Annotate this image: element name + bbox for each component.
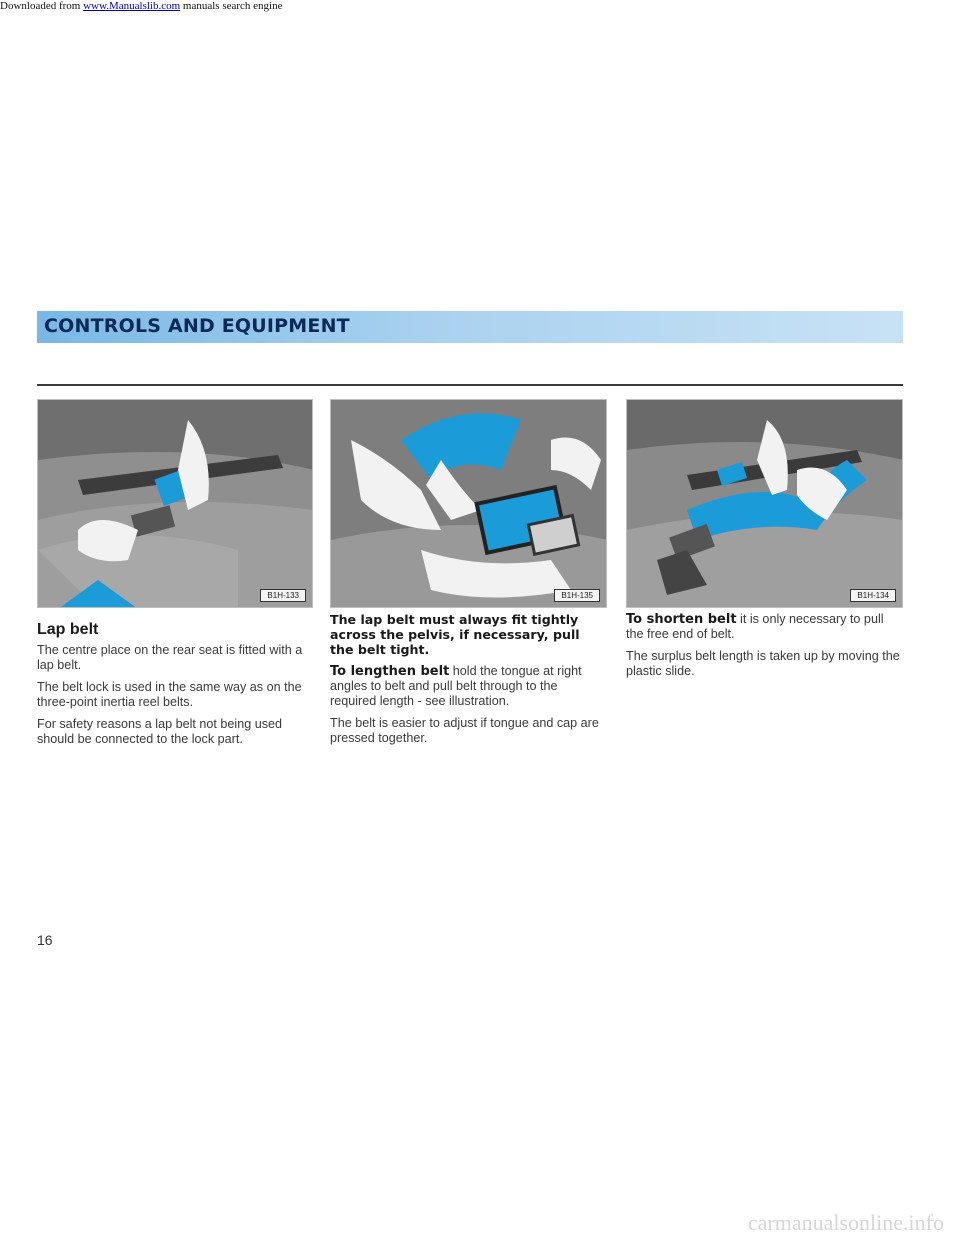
section-title: CONTROLS AND EQUIPMENT	[44, 315, 350, 337]
lap-belt-paragraph: The centre place on the rear seat is fitted with a lap belt.	[37, 643, 303, 672]
divider-rule	[37, 384, 903, 386]
lap-belt-heading: Lap belt	[37, 621, 99, 638]
lengthen-instructions	[330, 664, 605, 709]
figure-code: B1H-133	[260, 589, 306, 602]
figure-code: B1H-135	[554, 589, 600, 602]
figure-code: B1H-134	[850, 589, 896, 602]
page-number: 16	[37, 932, 53, 948]
shorten-text: it is only necessary to pull the free end of belt.	[626, 612, 884, 641]
lap-belt-column	[37, 618, 312, 754]
lengthen-belt-column	[330, 612, 605, 753]
shorten-lead: To shorten belt	[626, 612, 737, 627]
download-header	[0, 0, 282, 12]
lap-belt-lengthen-illustration	[330, 399, 607, 608]
manualslib-link[interactable]: www.Manualslib.com	[83, 0, 181, 12]
surplus-note: The surplus belt length is taken up by moving the plastic slide.	[626, 649, 900, 678]
lap-belt-paragraph: The belt lock is used in the same way as on the three-point inertia reel belts.	[37, 680, 302, 709]
footer-watermark: carmanualsonline.info	[747, 1210, 944, 1235]
lap-belt-fasten-illustration	[37, 399, 313, 608]
section-banner	[37, 311, 903, 343]
header-suffix: manuals search engine	[180, 0, 283, 12]
lengthen-text: hold the tongue at right angles to belt and pull belt through to the required length - see illustration.	[330, 664, 582, 708]
lengthen-lead: To lengthen belt	[330, 664, 450, 679]
header-prefix: Downloaded from	[0, 0, 84, 12]
fit-warning: The lap belt must always fit tightly across the pelvis, if necessary, pull the belt tight.	[330, 612, 580, 657]
adjust-tip: The belt is easier to adjust if tongue and cap are pressed together.	[330, 716, 599, 745]
lap-belt-paragraph: For safety reasons a lap belt not being used should be connected to the lock part.	[37, 717, 283, 746]
shorten-belt-column	[626, 612, 901, 686]
lap-belt-shorten-illustration	[626, 399, 903, 608]
shorten-instructions	[626, 612, 901, 642]
